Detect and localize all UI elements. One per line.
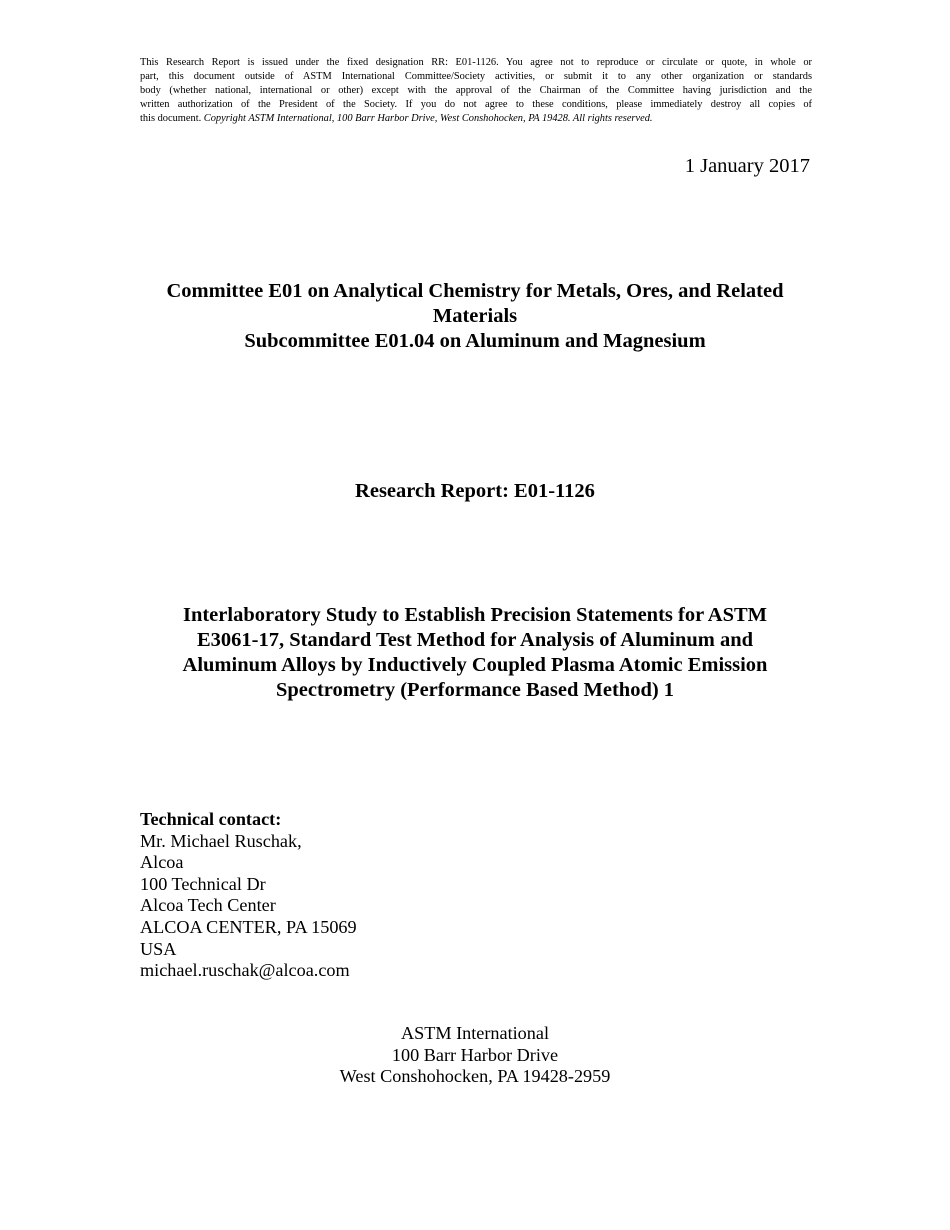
astm-address	[140, 1023, 810, 1088]
study-title-line: E3061-17, Standard Test Method for Analysis of Aluminum and	[196, 629, 754, 651]
astm-street: 100 Barr Harbor Drive	[391, 1044, 559, 1065]
contact-email: michael.ruschak@alcoa.com	[140, 960, 350, 981]
notice-line: part, this document outside of ASTM International Committee/Society activities, or submit it to any other organization or standards	[140, 71, 812, 82]
study-title-line: Aluminum Alloys by Inductively Coupled Plasma Atomic Emission	[182, 654, 768, 676]
notice-line: This Research Report is issued under the fixed designation RR: E01-1126. You agree not to reproduce or circulate or quote, in whole or	[140, 57, 812, 68]
technical-contact	[140, 809, 357, 982]
astm-name: ASTM International	[401, 1023, 549, 1043]
committee-line: Committee E01 on Analytical Chemistry for Metals, Ores, and Related	[166, 280, 784, 302]
astm-city: West Conshohocken, PA 19428-2959	[339, 1066, 611, 1087]
notice-line-last	[140, 112, 812, 126]
copyright-notice	[140, 56, 812, 126]
study-title-line: Interlaboratory Study to Establish Precision Statements for ASTM	[182, 604, 768, 626]
document-date: 1 January 2017	[684, 155, 810, 177]
notice-end-punct: .	[649, 113, 653, 124]
notice-line: body (whether national, international or other) except with the approval of the Chairman of the Committee having jurisdiction and the	[140, 85, 812, 96]
committee-heading	[140, 279, 810, 354]
contact-name: Mr. Michael Ruschak,	[140, 830, 302, 851]
contact-city: ALCOA CENTER, PA 15069	[140, 916, 357, 937]
report-title: Research Report: E01-1126	[355, 480, 595, 502]
study-title	[140, 603, 810, 703]
contact-building: Alcoa Tech Center	[140, 895, 276, 916]
study-title-line: Spectrometry (Performance Based Method) 1	[275, 679, 675, 701]
notice-copyright-text: Copyright ASTM International, 100 Barr Harbor Drive, West Conshohocken, PA 19428. All rights reserved	[203, 113, 650, 124]
contact-company: Alcoa	[140, 852, 184, 873]
notice-plain-text: this document.	[140, 113, 204, 124]
notice-line: written authorization of the President of the Society. If you do not agree to these conditions, please immediately destroy all copies of	[140, 99, 812, 110]
subcommittee-line: Subcommittee E01.04 on Aluminum and Magnesium	[244, 330, 706, 352]
contact-heading: Technical contact:	[140, 809, 282, 829]
contact-street: 100 Technical Dr	[140, 873, 266, 894]
committee-line: Materials	[432, 305, 518, 327]
contact-country: USA	[140, 938, 177, 959]
